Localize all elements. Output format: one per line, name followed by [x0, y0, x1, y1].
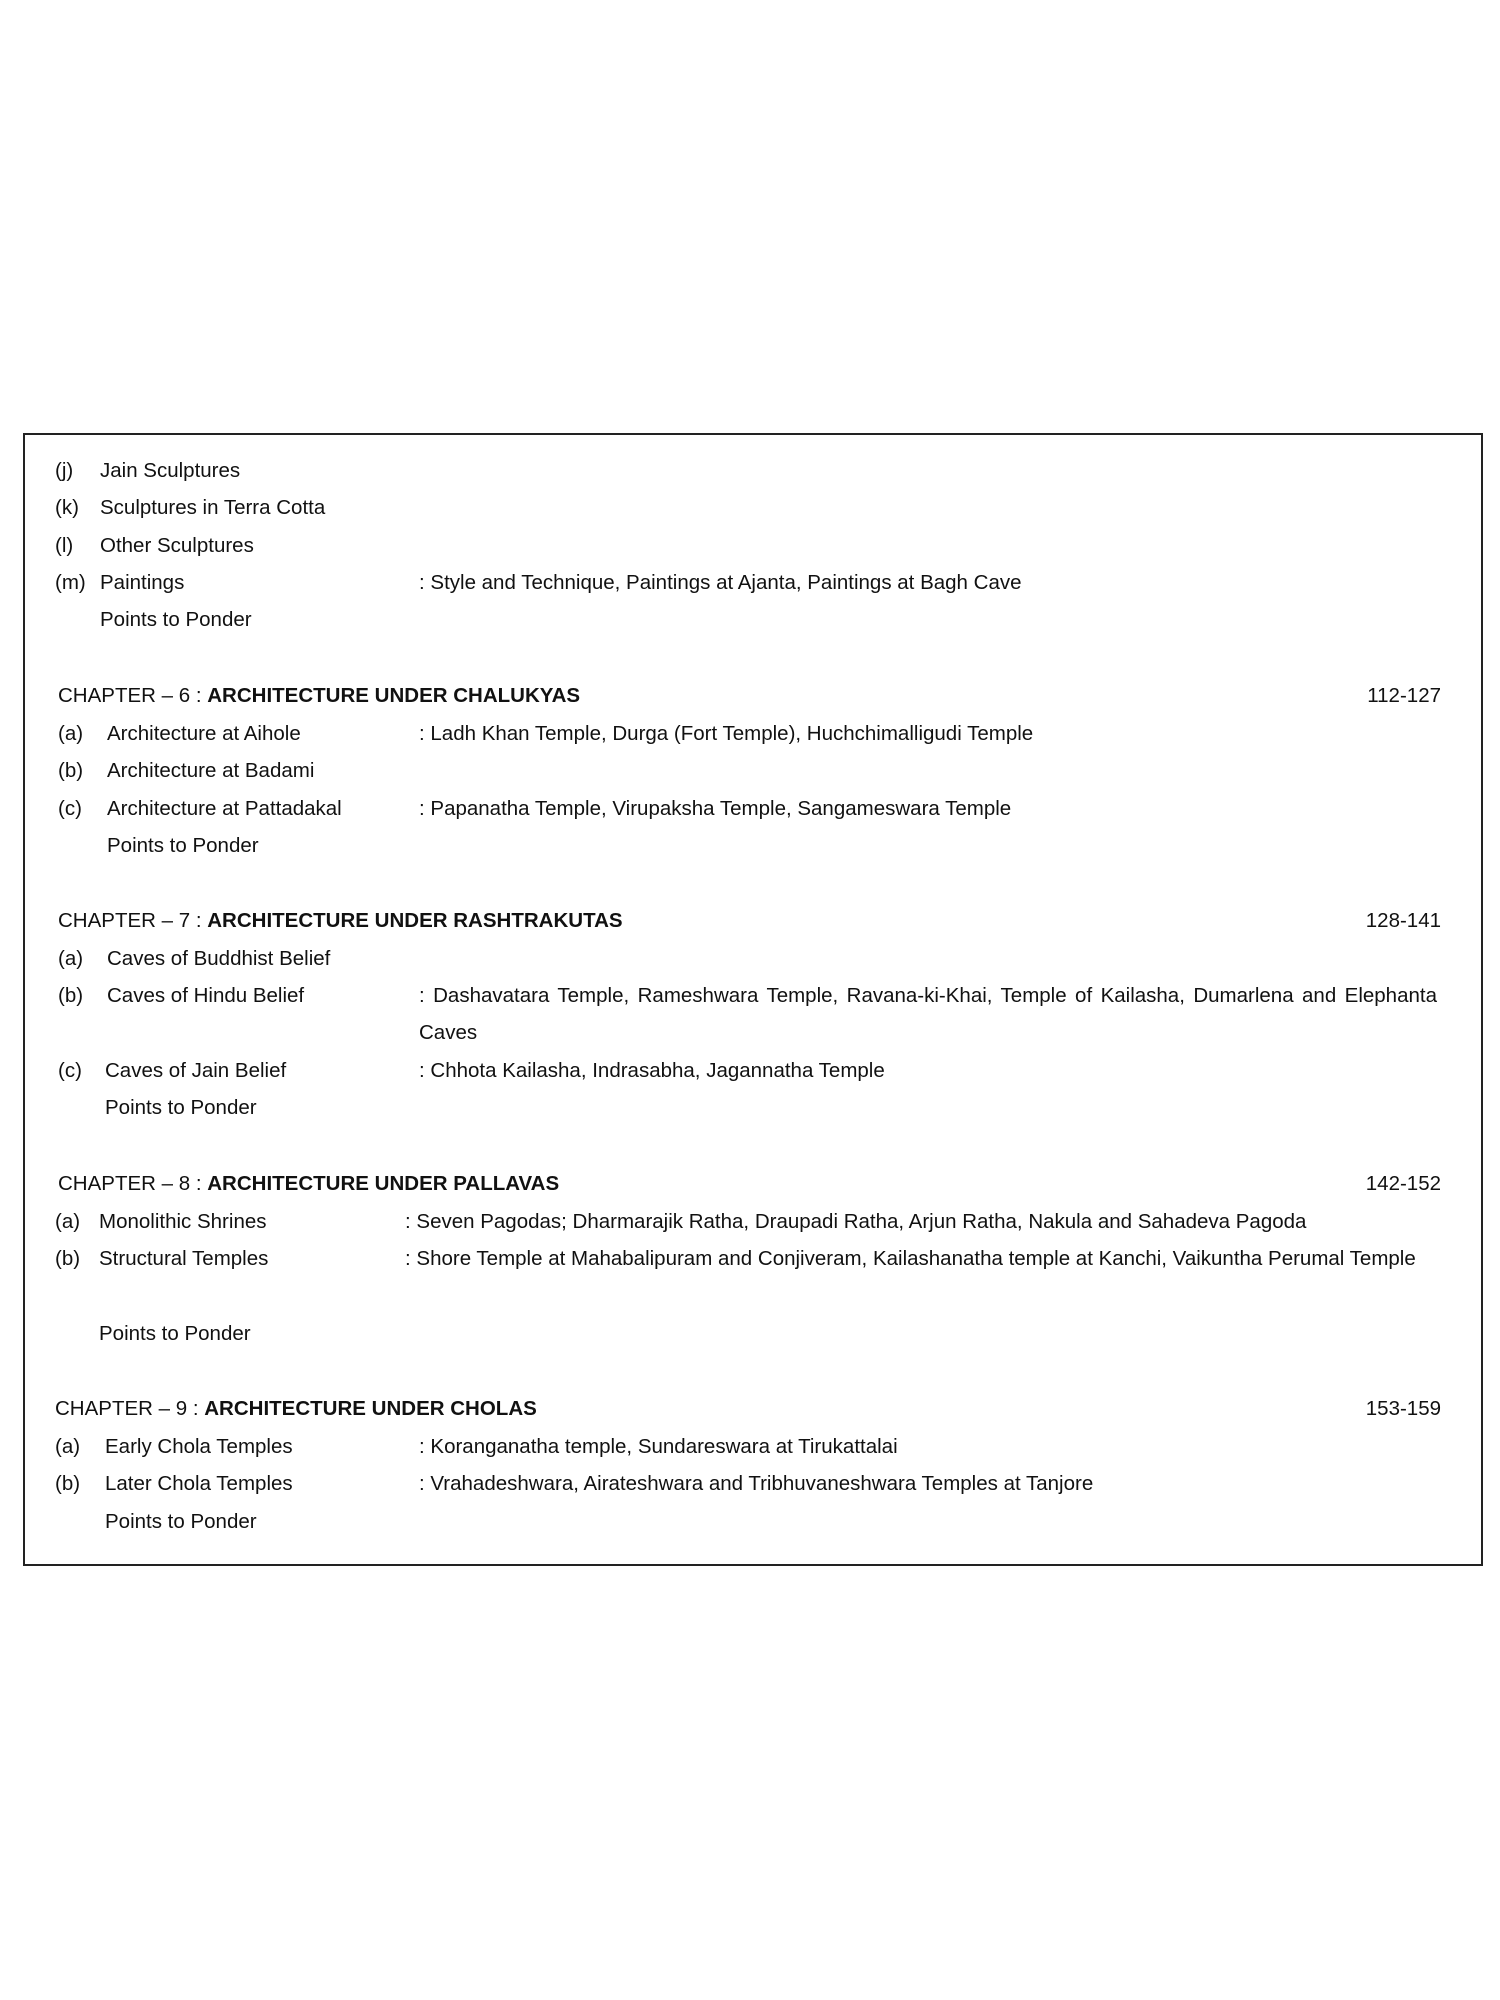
chapter-title: ARCHITECTURE UNDER PALLAVAS — [207, 1172, 560, 1195]
toc-item-m — [25, 564, 1485, 601]
chapter-prefix: CHAPTER – 6 : — [58, 684, 208, 707]
item-marker: (j) — [55, 459, 74, 482]
item-label: Jain Sculptures — [100, 459, 241, 482]
points-to-ponder-label: Points to Ponder — [107, 834, 259, 857]
item-label: Caves of Buddhist Belief — [107, 947, 331, 970]
chapter-9-heading — [25, 1390, 1485, 1427]
chapter-page-range: 142-152 — [1365, 1172, 1441, 1195]
item-description: : Vrahadeshwara, Airateshwara and Tribhuvaneshwara Temples at Tanjore — [419, 1472, 1094, 1495]
item-marker: (k) — [55, 496, 79, 519]
toc-item-l — [25, 527, 1485, 564]
item-marker: (a) — [58, 722, 84, 745]
chapter-page-range: 112-127 — [1367, 684, 1441, 707]
toc-item-7b — [25, 977, 1485, 1051]
toc-item-6c — [25, 790, 1485, 827]
points-to-ponder-label: Points to Ponder — [105, 1096, 257, 1119]
chapter-8-heading — [25, 1165, 1485, 1202]
points-to-ponder — [25, 601, 1485, 638]
chapter-title: ARCHITECTURE UNDER CHOLAS — [204, 1397, 537, 1420]
item-label: Architecture at Aihole — [107, 722, 301, 745]
points-to-ponder — [25, 827, 1485, 864]
item-marker: (a) — [55, 1435, 81, 1458]
toc-item-9b — [25, 1465, 1485, 1502]
item-description: : Dashavatara Temple, Rameshwara Temple, Ravana-ki-Khai, Temple of Kailasha, Dumarlena and Elephanta Caves — [419, 984, 1437, 1044]
item-label: Architecture at Pattadakal — [107, 797, 342, 820]
toc-item-6b — [25, 752, 1485, 789]
toc-item-k — [25, 489, 1485, 526]
chapter-6-heading — [25, 677, 1485, 714]
chapter-page-range: 128-141 — [1365, 909, 1441, 932]
item-description: : Seven Pagodas; Dharmarajik Ratha, Draupadi Ratha, Arjun Ratha, Nakula and Sahadeva Pagoda — [405, 1210, 1307, 1233]
item-label: Later Chola Temples — [105, 1472, 293, 1495]
points-to-ponder — [25, 1089, 1485, 1126]
item-description: : Chhota Kailasha, Indrasabha, Jagannatha Temple — [419, 1059, 885, 1082]
chapter-title: ARCHITECTURE UNDER CHALUKYAS — [207, 684, 581, 707]
item-marker: (b) — [55, 1472, 81, 1495]
item-label: Early Chola Temples — [105, 1435, 293, 1458]
item-marker: (b) — [58, 984, 84, 1007]
item-description: : Papanatha Temple, Virupaksha Temple, Sangameswara Temple — [419, 797, 1012, 820]
chapter-prefix: CHAPTER – 9 : — [55, 1397, 205, 1420]
item-label: Other Sculptures — [100, 534, 254, 557]
toc-item-8b — [25, 1240, 1485, 1314]
item-description: : Koranganatha temple, Sundareswara at Tirukattalai — [419, 1435, 898, 1458]
item-description: : Style and Technique, Paintings at Ajanta, Paintings at Bagh Cave — [419, 571, 1022, 594]
toc-item-9a — [25, 1428, 1485, 1465]
points-to-ponder-label: Points to Ponder — [105, 1510, 257, 1533]
toc-item-8a — [25, 1203, 1485, 1240]
chapter-title: ARCHITECTURE UNDER RASHTRAKUTAS — [207, 909, 623, 932]
item-marker: (l) — [55, 534, 74, 557]
item-marker: (b) — [55, 1247, 81, 1270]
chapter-page-range: 153-159 — [1365, 1397, 1441, 1420]
toc-item-6a — [25, 715, 1485, 752]
item-marker: (m) — [55, 571, 86, 594]
points-to-ponder — [25, 1315, 1485, 1352]
item-label: Monolithic Shrines — [99, 1210, 267, 1233]
points-to-ponder-label: Points to Ponder — [99, 1322, 251, 1345]
item-marker: (c) — [58, 797, 82, 820]
item-marker: (a) — [58, 947, 84, 970]
chapter-7-heading — [25, 902, 1485, 939]
item-marker: (a) — [55, 1210, 81, 1233]
toc-item-7c — [25, 1052, 1485, 1089]
item-marker: (c) — [58, 1059, 82, 1082]
points-to-ponder-label: Points to Ponder — [100, 608, 252, 631]
item-label: Caves of Hindu Belief — [107, 984, 305, 1007]
toc-item-7a — [25, 940, 1485, 977]
chapter-prefix: CHAPTER – 8 : — [58, 1172, 208, 1195]
table-of-contents-box — [23, 433, 1483, 1566]
item-description: : Ladh Khan Temple, Durga (Fort Temple), Huchchimalligudi Temple — [419, 722, 1034, 745]
item-label: Paintings — [100, 571, 185, 594]
item-description: : Shore Temple at Mahabalipuram and Conjiveram, Kailashanatha temple at Kanchi, Vaikuntha Perumal Temple — [405, 1247, 1416, 1270]
toc-item-j — [25, 452, 1485, 489]
item-marker: (b) — [58, 759, 84, 782]
item-label: Architecture at Badami — [107, 759, 315, 782]
item-label: Caves of Jain Belief — [105, 1059, 287, 1082]
item-label: Sculptures in Terra Cotta — [100, 496, 326, 519]
item-label: Structural Temples — [99, 1247, 269, 1270]
chapter-prefix: CHAPTER – 7 : — [58, 909, 208, 932]
points-to-ponder — [25, 1503, 1485, 1540]
